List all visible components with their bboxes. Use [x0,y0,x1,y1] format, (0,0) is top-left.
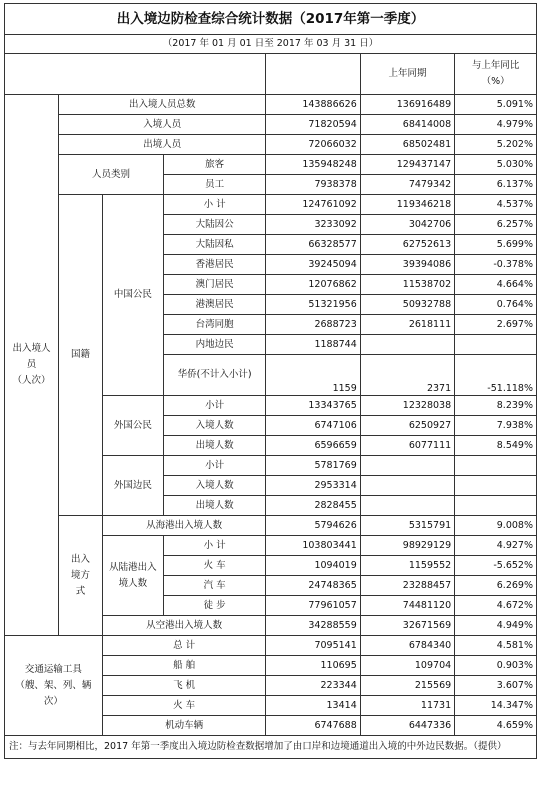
cell-current: 223344 [266,676,360,696]
header-yoy: 与上年同比 （%） [455,54,537,95]
cell-prev: 98929129 [360,536,454,556]
cell-yoy: 4.979% [455,115,537,135]
cell-current: 5794626 [266,516,360,536]
footnote: 注：与去年同期相比，2017 年第一季度出入境边防检查数据增加了由口岸和边境通道出入境的中外边民数据。（提供） [5,736,537,759]
stats-table [4,3,537,759]
cell-current: 143886626 [266,95,360,115]
cell-current: 7095141 [266,636,360,656]
cell-current: 124761092 [266,195,360,215]
cell-current: 2828455 [266,496,360,516]
cell-yoy: 14.347% [455,696,537,716]
cell-prev: 50932788 [360,295,454,315]
row-label: 旅客 [163,155,265,175]
row-label: 澳门居民 [163,275,265,295]
cell-yoy: 5.030% [455,155,537,175]
table-row [5,135,537,155]
cell-prev: 12328038 [360,396,454,416]
row-label: 内地边民 [163,335,265,355]
cell-prev: 6250927 [360,416,454,436]
header-current [266,54,360,95]
cell-current: 5781769 [266,456,360,476]
row-label: 徒 步 [163,596,265,616]
row-label: 机动车辆 [102,716,265,736]
cell-prev: 136916489 [360,95,454,115]
group-transport: 交通运输工具（艘、架、列、辆次） [5,636,103,736]
cell-current: 3233092 [266,215,360,235]
row-label: 员工 [163,175,265,195]
cell-yoy: 4.949% [455,616,537,636]
table-row [5,516,537,536]
cell-prev: 39394086 [360,255,454,275]
cell-yoy [455,456,537,476]
table-row [5,155,537,175]
cell-current: 1188744 [266,335,360,355]
cell-yoy: -0.378% [455,255,537,275]
cell-prev: 2371 [360,355,454,396]
cell-prev: 109704 [360,656,454,676]
cell-yoy: 4.927% [455,536,537,556]
cell-prev [360,496,454,516]
cell-yoy: 4.672% [455,596,537,616]
row-label: 火 车 [102,696,265,716]
cell-prev: 6784340 [360,636,454,656]
row-label: 港澳居民 [163,295,265,315]
cell-current: 6747688 [266,716,360,736]
cell-prev: 2618111 [360,315,454,335]
cell-yoy: 0.903% [455,656,537,676]
row-label: 小 计 [163,195,265,215]
cell-prev: 11731 [360,696,454,716]
cell-current: 1094019 [266,556,360,576]
header-prev: 上年同期 [360,54,454,95]
cell-current: 24748365 [266,576,360,596]
row-label: 华侨(不计入小计) [163,355,265,396]
cell-yoy: 6.269% [455,576,537,596]
cell-prev: 68414008 [360,115,454,135]
cell-yoy: 6.257% [455,215,537,235]
cell-prev [360,456,454,476]
cell-current: 110695 [266,656,360,676]
row-label: 出境人数 [163,436,265,456]
cell-yoy: 5.699% [455,235,537,255]
cell-current: 6747106 [266,416,360,436]
row-label: 小计 [163,456,265,476]
page-title: 出入境边防检查综合统计数据（2017年第一季度） [5,4,537,35]
cell-yoy: 8.549% [455,436,537,456]
row-label: 船 舶 [102,656,265,676]
cell-yoy: 4.581% [455,636,537,656]
cell-current: 7938378 [266,175,360,195]
cell-prev: 23288457 [360,576,454,596]
cell-yoy: 5.202% [455,135,537,155]
cell-prev: 1159552 [360,556,454,576]
table-row [5,636,537,656]
cell-current: 12076862 [266,275,360,295]
row-label: 小计 [163,396,265,416]
row-label: 汽 车 [163,576,265,596]
cell-prev: 119346218 [360,195,454,215]
group-land: 从陆港出入境人数 [102,536,163,616]
cell-current: 103803441 [266,536,360,556]
cell-prev [360,476,454,496]
cell-yoy: 7.938% [455,416,537,436]
cell-prev: 215569 [360,676,454,696]
row-label: 香港居民 [163,255,265,275]
row-label: 从空港出入境人数 [102,616,265,636]
cell-prev: 3042706 [360,215,454,235]
cell-prev: 7479342 [360,175,454,195]
cell-yoy: 3.607% [455,676,537,696]
table-row [5,95,537,115]
cell-current: 135948248 [266,155,360,175]
cell-current: 77961057 [266,596,360,616]
cell-current: 1159 [266,355,360,396]
cell-prev: 32671569 [360,616,454,636]
cell-prev: 68502481 [360,135,454,155]
row-label: 入境人员 [59,115,266,135]
cell-yoy: 4.537% [455,195,537,215]
cell-yoy: 2.697% [455,315,537,335]
period-range: （2017 年 01 月 01 日至 2017 年 03 月 31 日） [5,35,537,54]
row-label: 火 车 [163,556,265,576]
cell-prev: 6447336 [360,716,454,736]
group-persons: 出入境人员 （人次） [5,95,59,636]
cell-yoy: -51.118% [455,355,537,396]
header-blank [5,54,266,95]
statistics-sheet [4,3,537,759]
row-label: 大陆因私 [163,235,265,255]
cell-prev: 62752613 [360,235,454,255]
cell-current: 39245094 [266,255,360,275]
group-type: 人员类别 [59,155,164,195]
cell-current: 72066032 [266,135,360,155]
row-label: 台湾同胞 [163,315,265,335]
cell-prev: 129437147 [360,155,454,175]
table-row [5,195,537,215]
row-label: 出入境人员总数 [59,95,266,115]
row-label: 出境人数 [163,496,265,516]
row-label: 入境人数 [163,416,265,436]
cell-yoy: 9.008% [455,516,537,536]
row-label: 出境人员 [59,135,266,155]
cell-prev: 74481120 [360,596,454,616]
cell-yoy: -5.652% [455,556,537,576]
cell-yoy [455,476,537,496]
cell-current: 2953314 [266,476,360,496]
cell-prev: 11538702 [360,275,454,295]
row-label: 飞 机 [102,676,265,696]
group-foreign-border: 外国边民 [102,456,163,516]
group-foreign: 外国公民 [102,396,163,456]
cell-prev: 6077111 [360,436,454,456]
cell-yoy: 4.664% [455,275,537,295]
cell-prev: 5315791 [360,516,454,536]
row-label: 小 计 [163,536,265,556]
cell-current: 34288559 [266,616,360,636]
cell-yoy: 8.239% [455,396,537,416]
cell-yoy [455,335,537,355]
cell-current: 6596659 [266,436,360,456]
row-label: 从海港出入境人数 [102,516,265,536]
cell-yoy: 6.137% [455,175,537,195]
cell-yoy: 5.091% [455,95,537,115]
table-row [5,115,537,135]
row-label: 入境人数 [163,476,265,496]
cell-current: 71820594 [266,115,360,135]
cell-current: 13343765 [266,396,360,416]
cell-yoy [455,496,537,516]
cell-prev [360,335,454,355]
cell-current: 13414 [266,696,360,716]
row-label: 大陆因公 [163,215,265,235]
cell-yoy: 0.764% [455,295,537,315]
cell-yoy: 4.659% [455,716,537,736]
cell-current: 2688723 [266,315,360,335]
cell-current: 51321956 [266,295,360,315]
group-china: 中国公民 [102,195,163,396]
cell-current: 66328577 [266,235,360,255]
group-mode: 出入境方式 [59,516,103,636]
row-label: 总 计 [102,636,265,656]
group-nationality: 国籍 [59,195,103,516]
